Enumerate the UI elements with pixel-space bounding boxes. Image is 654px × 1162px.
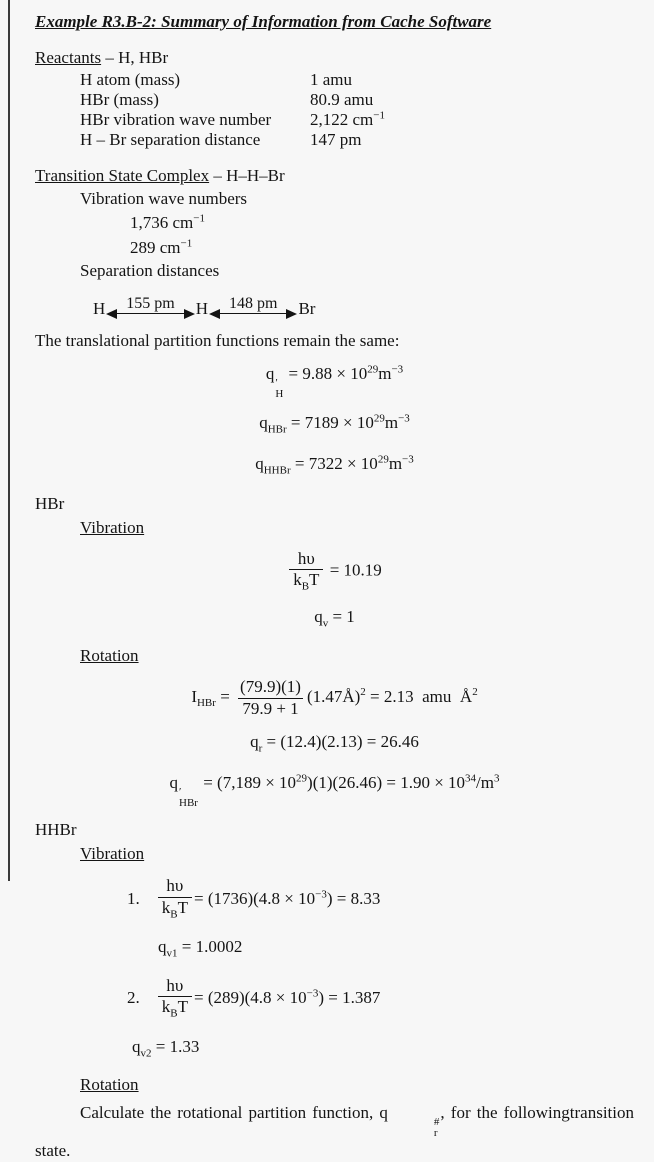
- page-left-border: [8, 0, 10, 881]
- transition-state-heading-suffix: – H–H–Br: [209, 166, 285, 185]
- row-value-text: 1 amu: [310, 70, 353, 89]
- distance-arrow: [106, 295, 194, 314]
- fraction-denominator: 79.9 + 1: [238, 698, 302, 719]
- fraction: [236, 677, 305, 719]
- eq-hhbr-vibration-1: [127, 876, 634, 921]
- table-row: [80, 110, 634, 130]
- eq-hbr-qprime: [35, 771, 634, 809]
- hash-superscript: #: [433, 1116, 440, 1129]
- hbr-vibration-heading: [80, 518, 634, 538]
- page-title: Example R3.B-2: Summary of Information from Cache Software: [35, 12, 492, 31]
- eq-translational-qh: [35, 362, 634, 400]
- q-symbol: q: [255, 454, 264, 474]
- table-row: [80, 130, 634, 150]
- wavenumber-value: 289 cm: [130, 238, 181, 257]
- vibration-label: Vibration: [80, 517, 145, 537]
- eq-result: = (12.4)(2.13) = 26.46: [262, 731, 419, 751]
- q-subscript: v: [322, 617, 329, 630]
- hhbr-section-heading: HHBr: [35, 820, 77, 840]
- q-subscript: r: [433, 1127, 438, 1140]
- i-symbol: I: [191, 686, 197, 706]
- q-subscript: HBr: [179, 797, 198, 810]
- eq-result: = 10.19: [325, 560, 382, 580]
- eq-text: = 9.88 × 10: [284, 364, 368, 383]
- eq-translational-qhbr: [35, 411, 634, 441]
- eq-hhbr-qv1: [158, 937, 634, 959]
- t-symbol: T: [177, 997, 188, 1017]
- fraction-denominator: [158, 897, 192, 922]
- q-symbol: q: [379, 1103, 388, 1123]
- exponent: 34: [465, 772, 477, 785]
- bond-length-term: (1.47Å): [306, 686, 361, 706]
- unit: m: [384, 413, 399, 432]
- wavenumber-exponent: −1: [180, 237, 193, 250]
- fraction-denominator: [289, 569, 323, 594]
- eq-hhbr-vibration-2: [127, 976, 634, 1021]
- row-value-exponent: −1: [373, 109, 385, 122]
- row-value: [310, 110, 385, 130]
- eq-text: = 7189 × 10: [286, 413, 374, 432]
- k-subscript: B: [301, 580, 310, 593]
- unit-exponent: −3: [402, 453, 414, 466]
- eq-hbr-qv: [35, 605, 634, 635]
- q-symbol: q: [265, 364, 275, 383]
- fraction-numerator: (79.9)(1): [240, 677, 301, 697]
- k-subscript: B: [170, 1007, 178, 1020]
- q-prime-sub-stack: [275, 378, 283, 400]
- q-symbol: q: [158, 937, 167, 957]
- exponent: −3: [315, 888, 327, 901]
- unit-exponent: −3: [398, 412, 410, 425]
- distance-arrow: [209, 295, 297, 314]
- i-subscript: HBr: [196, 697, 216, 710]
- unit: /m: [476, 773, 494, 793]
- hbr-rotation-heading: [80, 646, 634, 666]
- t-symbol: T: [309, 570, 320, 590]
- eq-text: = (289)(4.8 × 10: [193, 988, 307, 1008]
- eq-hbr-inertia: [35, 677, 634, 719]
- q-subscript: v1: [166, 947, 178, 960]
- exponent: 29: [377, 453, 389, 466]
- vibration-label: Vibration: [80, 844, 145, 864]
- q-symbol: q: [169, 773, 178, 793]
- closing-paragraph: [35, 1101, 634, 1162]
- unit-exponent: 3: [493, 772, 500, 785]
- eq-text: = (7,189 × 10: [198, 773, 297, 793]
- row-value: [310, 70, 352, 90]
- fraction-numerator: hυ: [166, 876, 184, 896]
- separation-diagram: [93, 295, 634, 319]
- eq-text: = (1736)(4.8 × 10: [193, 888, 316, 908]
- equals-sign: =: [215, 686, 235, 706]
- rotation-label: Rotation: [80, 1075, 139, 1095]
- right-arrowhead-icon: [286, 309, 297, 319]
- wavenumber-exponent: −1: [193, 212, 205, 225]
- eq-hbr-vibration: [35, 549, 634, 594]
- k-symbol: k: [293, 570, 302, 590]
- q-symbol: q: [259, 413, 268, 432]
- hhbr-vibration-heading: [80, 844, 634, 864]
- row-value: [310, 90, 373, 110]
- translational-intro: The translational partition functions remain the same:: [35, 331, 400, 350]
- wavenumber-line: [130, 210, 634, 235]
- k-symbol: k: [161, 897, 171, 917]
- eq-result: = 1.0002: [177, 937, 243, 957]
- atom-label-h2: H: [195, 299, 209, 318]
- eq-hbr-qr: [35, 730, 634, 760]
- q-subscript: r: [258, 742, 263, 755]
- k-symbol: k: [161, 997, 171, 1017]
- fraction: [158, 876, 192, 921]
- eq-result: = 1: [328, 606, 355, 626]
- table-row: [80, 70, 634, 90]
- t-symbol: T: [177, 897, 188, 917]
- distance-label: 148 pm: [220, 295, 286, 314]
- row-value: [310, 130, 361, 150]
- eq-text: )(1)(26.46) = 1.90 × 10: [307, 773, 466, 793]
- row-label: HBr vibration wave number: [80, 110, 272, 129]
- eq-hhbr-qv2: [132, 1037, 634, 1059]
- left-arrowhead-icon: [106, 309, 117, 319]
- exponent: 29: [373, 412, 385, 425]
- closing-text-lead: Calculate the rotational partition function,: [80, 1103, 380, 1123]
- q-prime-sub-stack: [179, 787, 198, 809]
- closing-text-tail: , for the followingtransition state.: [35, 1103, 634, 1161]
- fraction-denominator: [158, 996, 192, 1021]
- unit-exponent: −3: [391, 363, 404, 376]
- q-subscript: v2: [140, 1047, 152, 1060]
- unit: m: [388, 454, 403, 474]
- unit: m: [378, 364, 392, 383]
- eq-translational-qhhbr: [35, 452, 634, 482]
- q-symbol: q: [314, 606, 323, 626]
- result-exponent: 2: [472, 686, 478, 699]
- q-subscript: HBr: [267, 423, 287, 436]
- atom-label-br: Br: [298, 299, 316, 318]
- reactants-table: [80, 70, 634, 150]
- eq-rhs: [194, 988, 380, 1008]
- eq-text: ) = 1.387: [318, 988, 381, 1008]
- q-hash-sub-stack: [389, 1117, 440, 1139]
- row-value-text: 80.9 amu: [310, 90, 374, 109]
- eq-result: = 2.13 amu Å: [365, 686, 473, 706]
- fraction: [158, 976, 192, 1021]
- rotation-label: Rotation: [80, 646, 139, 666]
- fraction: [289, 549, 323, 594]
- transition-state-heading-label: Transition State Complex: [35, 166, 210, 185]
- table-row: [80, 90, 634, 110]
- eq-text: ) = 8.33: [326, 888, 381, 908]
- row-label: HBr (mass): [80, 90, 159, 109]
- reactants-heading-label: Reactants: [35, 48, 102, 67]
- list-number: 1.: [127, 888, 140, 908]
- squared-exponent: 2: [360, 686, 366, 699]
- left-arrowhead-icon: [209, 309, 220, 319]
- row-label: H atom (mass): [80, 70, 181, 89]
- vibration-wave-numbers-label: Vibration wave numbers: [80, 189, 248, 208]
- eq-text: = 7322 × 10: [290, 454, 378, 474]
- reactants-heading: [35, 48, 634, 68]
- right-arrowhead-icon: [184, 309, 195, 319]
- transition-state-heading: [35, 166, 634, 186]
- exponent: −3: [306, 987, 319, 1000]
- list-number: 2.: [127, 988, 140, 1008]
- hbr-section-heading: HBr: [35, 493, 65, 513]
- distance-label: 155 pm: [117, 295, 183, 314]
- row-value-text: 147 pm: [310, 130, 362, 149]
- q-symbol: q: [250, 731, 259, 751]
- k-subscript: B: [170, 908, 178, 921]
- q-subscript: H: [275, 388, 284, 400]
- prime-mark: ′: [275, 377, 278, 389]
- row-label: H – Br separation distance: [80, 130, 261, 149]
- row-value-text: 2,122 cm: [310, 110, 374, 129]
- prime-mark: ′: [179, 786, 182, 799]
- exponent: 29: [367, 363, 379, 376]
- fraction-numerator: hυ: [166, 975, 184, 995]
- exponent: 29: [296, 772, 308, 785]
- fraction-numerator: hυ: [297, 548, 315, 568]
- eq-rhs: [194, 889, 380, 909]
- q-symbol: q: [132, 1036, 141, 1056]
- document-content: [35, 6, 634, 1162]
- reactants-heading-suffix: – H, HBr: [101, 48, 169, 67]
- wavenumber-value: 1,736 cm: [130, 213, 194, 232]
- wavenumber-line: [130, 235, 634, 260]
- q-subscript: HHBr: [263, 464, 291, 477]
- atom-label-h1: H: [93, 299, 106, 318]
- hhbr-rotation-heading: [80, 1075, 634, 1095]
- eq-result: = 1.33: [151, 1036, 200, 1056]
- separation-distances-label: Separation distances: [80, 261, 220, 280]
